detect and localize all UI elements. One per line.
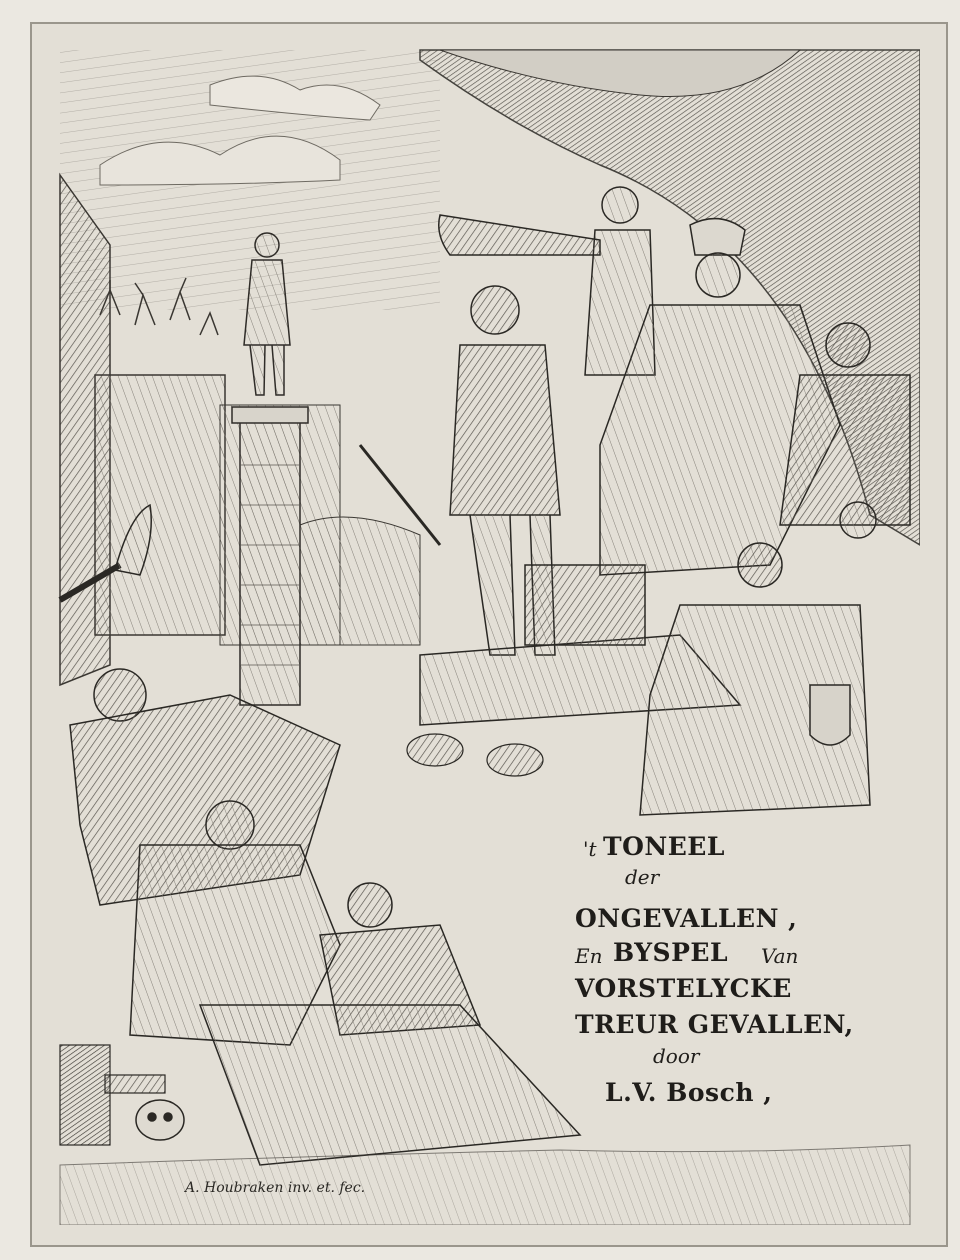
title-der: der: [625, 865, 660, 889]
artist-signature: A. Houbraken inv. et. fec.: [185, 1180, 366, 1196]
skull: [136, 1100, 184, 1140]
title-en: En: [575, 944, 603, 968]
title-vorstelycke: VORSTELYCKE: [575, 974, 792, 1003]
title-prefix: 't: [583, 837, 597, 861]
title-van: Van: [761, 944, 799, 968]
books: [105, 1075, 165, 1093]
fortress-wall: [95, 375, 225, 635]
title-door: door: [653, 1044, 700, 1068]
etching-scene: [40, 45, 920, 1225]
title-treur-gevallen: TREUR GEVALLEN,: [575, 1010, 854, 1039]
title-ongevallen: ONGEVALLEN ,: [575, 904, 798, 933]
title-byspel: BYSPEL: [613, 938, 729, 967]
fallen-heads: [407, 734, 463, 766]
title-toneel: TONEEL: [603, 832, 725, 861]
coat-of-arms: [810, 685, 850, 745]
column: [240, 420, 300, 705]
title-author: L.V. Bosch ,: [605, 1078, 773, 1107]
